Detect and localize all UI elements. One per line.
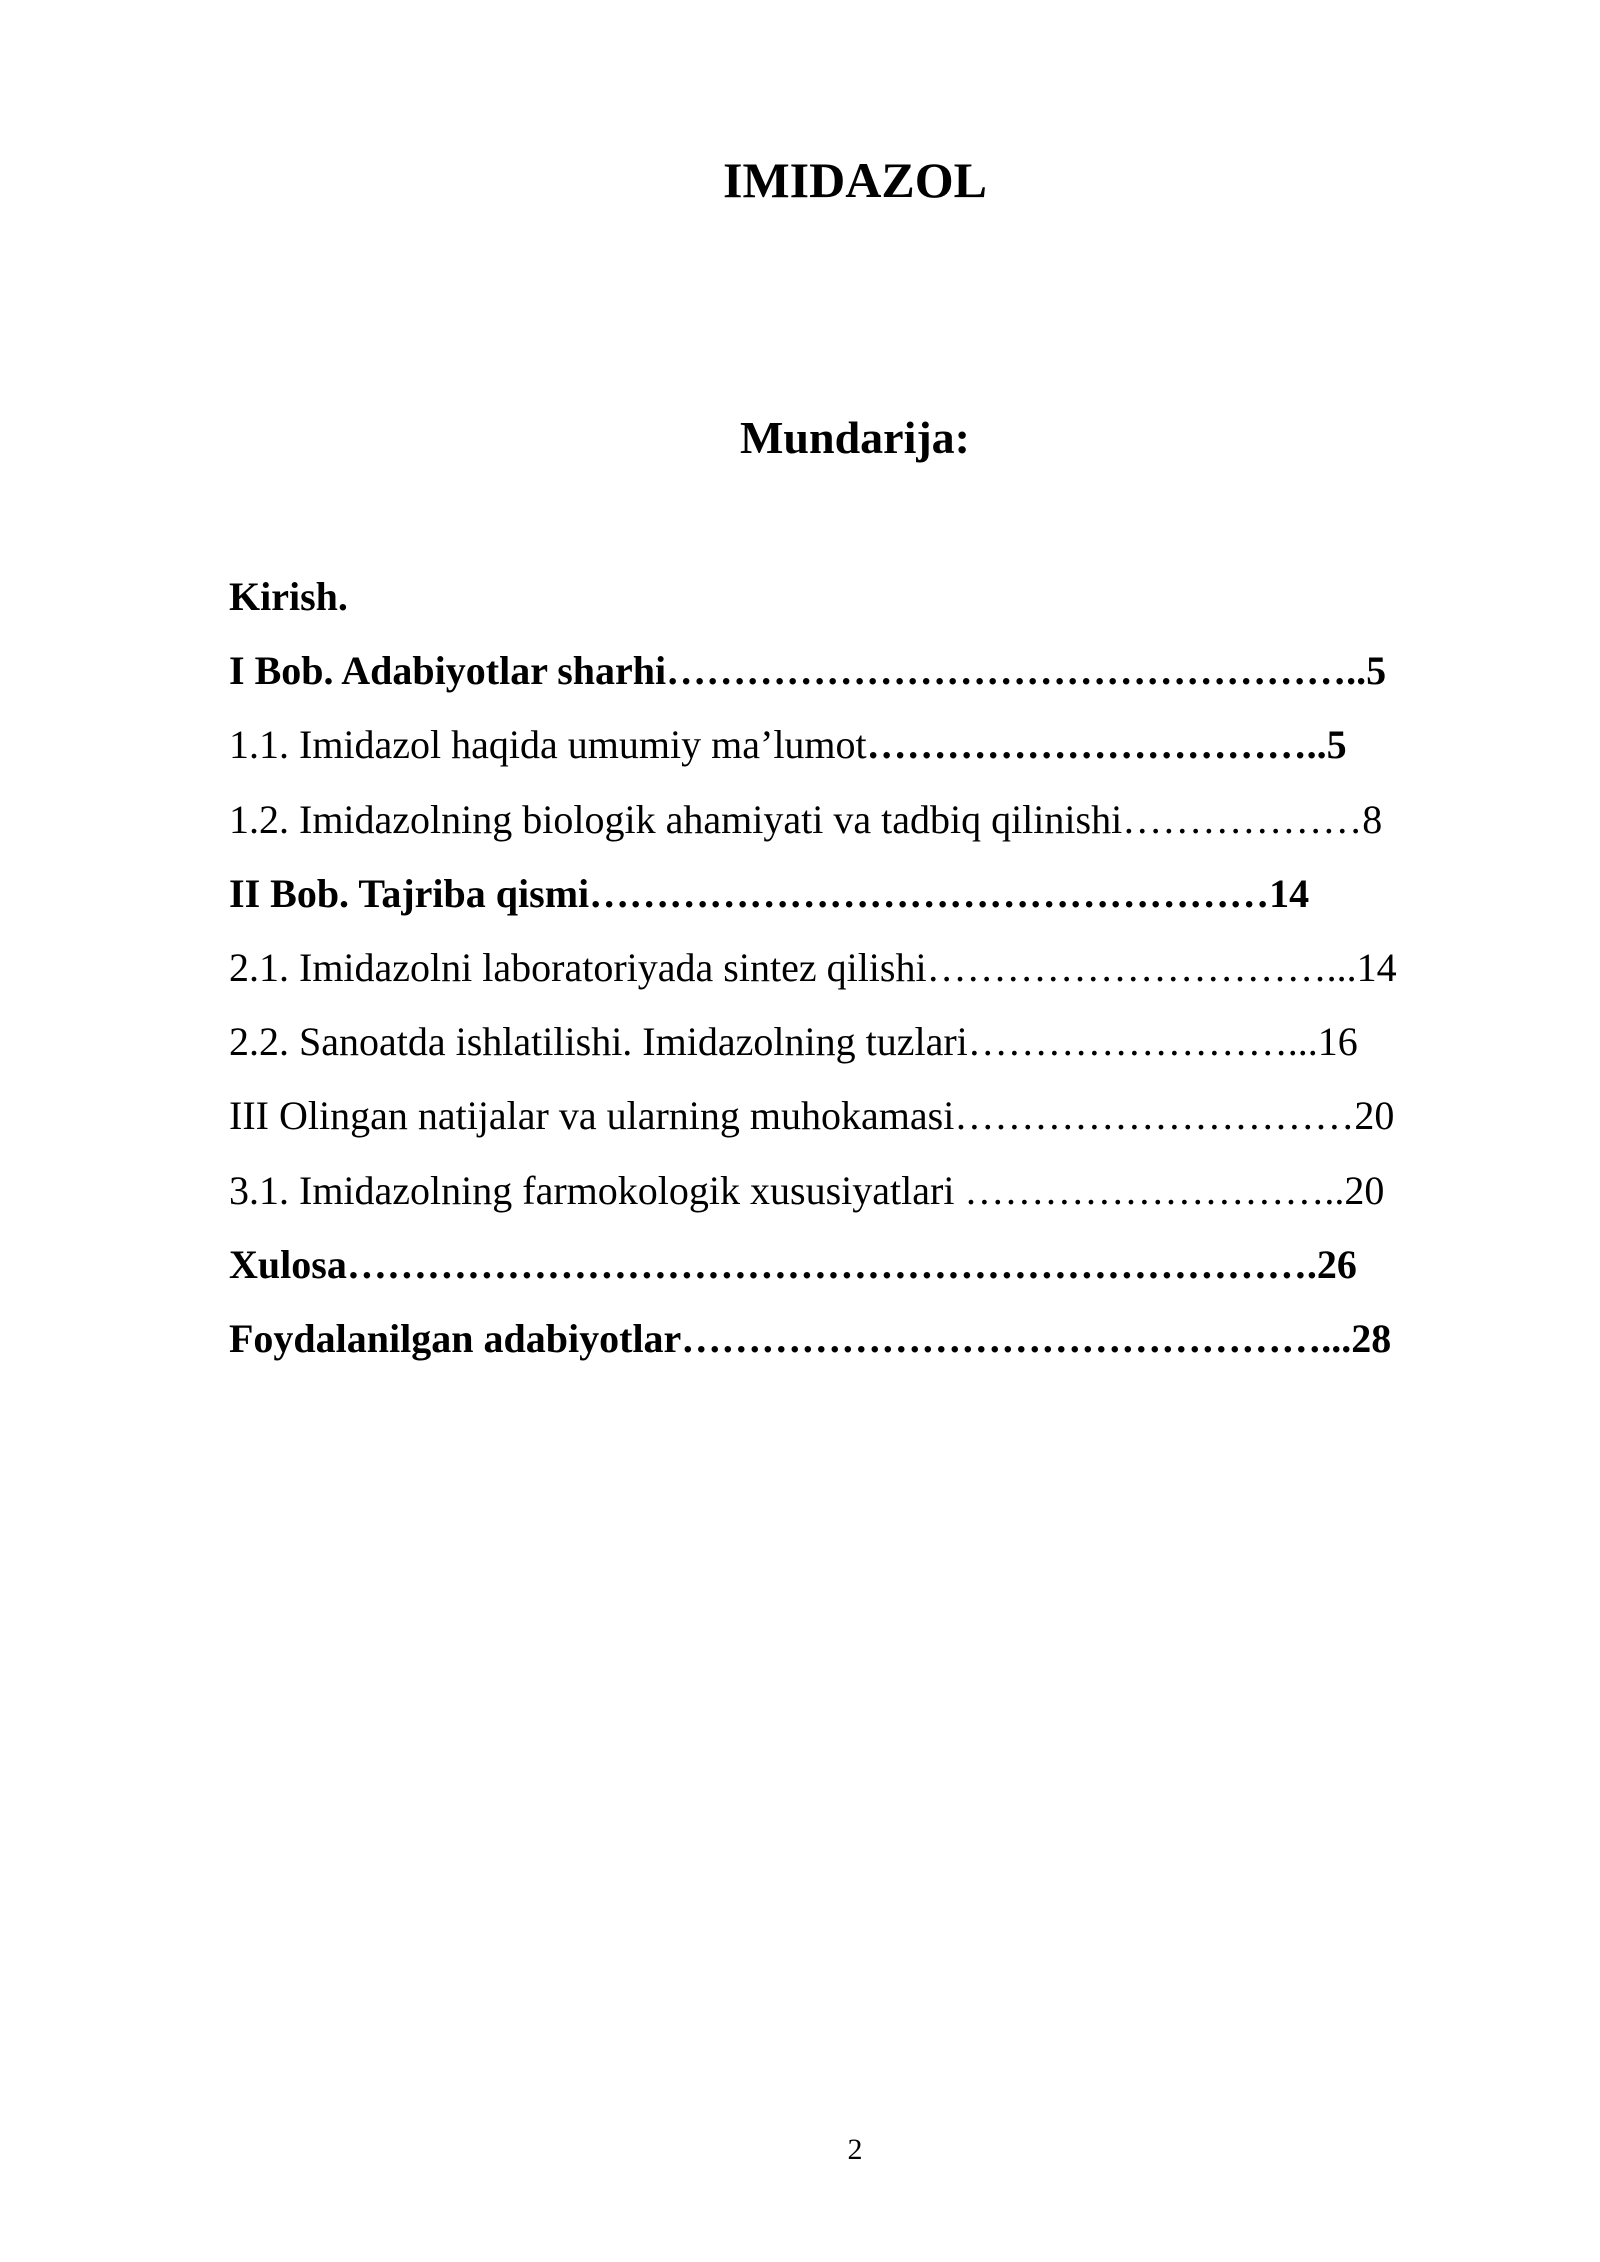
toc-item: 2.1. Imidazolni laboratoriyada sintez qilishi…………………………...14 — [229, 944, 1397, 990]
toc-item: Xulosa……………………………………………………………….26 — [229, 1241, 1357, 1287]
page-number: 2 — [847, 2133, 863, 2166]
toc-item: III Olingan natijalar va ularning muhokamasi…………………………20 — [229, 1093, 1395, 1139]
toc-item-leader: ……………………………..5 — [866, 722, 1347, 768]
toc-heading: Mundarija: — [740, 412, 970, 463]
toc-item — [229, 720, 1489, 794]
toc-item: Foydalanilgan adabiyotlar…………………………………………...28 — [229, 1315, 1392, 1361]
toc-item: I Bob. Adabiyotlar sharhi……………………………………………..5 — [229, 648, 1387, 694]
toc-item: 1.2. Imidazolning biologik ahamiyati va tadbiq qilinishi………………8 — [229, 796, 1383, 842]
toc-item: Kirish. — [229, 574, 348, 619]
toc-item: 3.1. Imidazolning farmokologik xususiyatlari ………………………..20 — [229, 1167, 1385, 1213]
toc-item: 2.2. Sanoatda ishlatilishi. Imidazolning tuzlari……………………...16 — [229, 1019, 1358, 1065]
toc-item-title: 1.1. Imidazol haqida umumiy ma’lumot — [229, 722, 867, 768]
document-title: IMIDAZOL — [723, 152, 987, 208]
toc-item: II Bob. Tajriba qismi……………………………………………14 — [229, 870, 1310, 916]
table-of-contents — [229, 572, 1489, 1388]
